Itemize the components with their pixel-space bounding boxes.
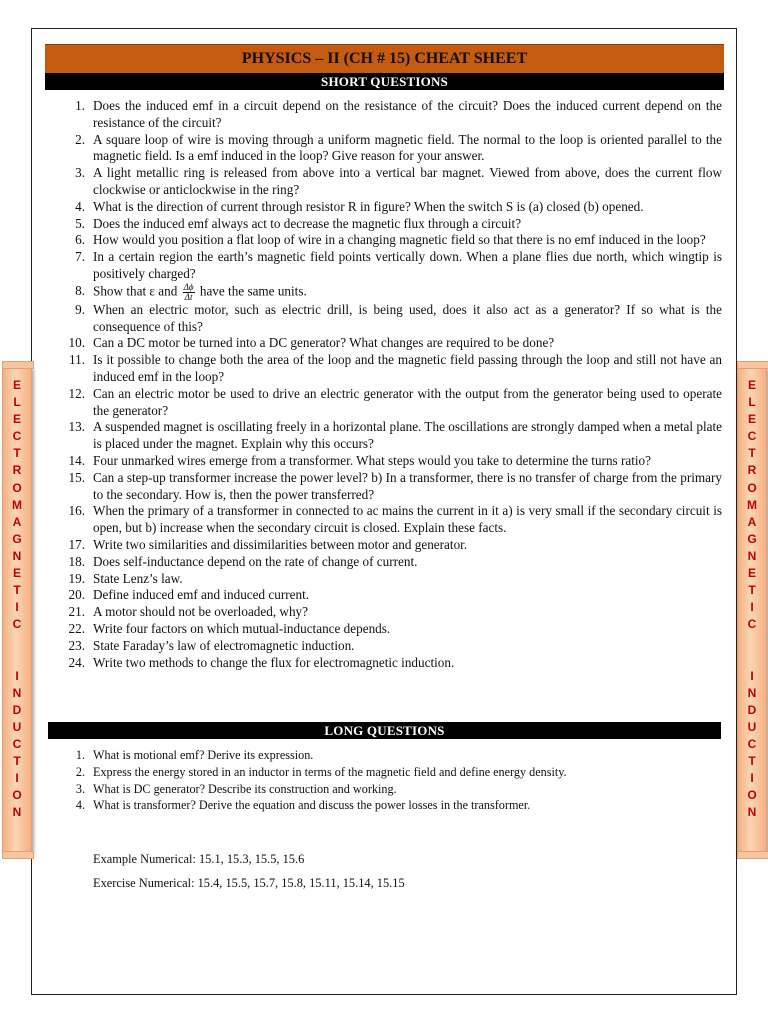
question-text: State Faraday’s law of electromagnetic induction. bbox=[93, 637, 355, 653]
question-number: 10. bbox=[68, 335, 85, 351]
side-banner-letter bbox=[750, 651, 753, 668]
question-text: Is it possible to change both the area of the loop and the magnetic field passing through the loop and still not have an induced emf in the loop? bbox=[93, 352, 722, 384]
question-number: 2. bbox=[75, 131, 85, 147]
short-question-item bbox=[60, 419, 722, 453]
exercise-numerical: Exercise Numerical: 15.4, 15.5, 15.7, 15.8, 15.11, 15.14, 15.15 bbox=[93, 876, 405, 890]
question-number: 17. bbox=[68, 536, 85, 552]
side-banner-letter: O bbox=[747, 480, 757, 495]
side-banner-letter: E bbox=[12, 566, 21, 581]
side-banner-letter: I bbox=[750, 668, 754, 683]
question-number: 14. bbox=[68, 452, 85, 468]
side-banner-letter: O bbox=[12, 480, 22, 495]
side-banner-letter: N bbox=[747, 548, 757, 563]
side-banner-letter: R bbox=[747, 463, 757, 478]
short-question-item bbox=[60, 216, 722, 233]
side-banner-letter: T bbox=[748, 754, 756, 769]
question-text: State Lenz’s law. bbox=[93, 570, 183, 586]
short-question-item bbox=[60, 537, 722, 554]
question-text: Write four factors on which mutual-inductance depends. bbox=[93, 620, 391, 636]
side-banner-right bbox=[737, 367, 767, 853]
example-numerical: Example Numerical: 15.1, 15.3, 15.5, 15.6 bbox=[93, 852, 305, 866]
side-banner-letter: E bbox=[12, 412, 21, 427]
question-text: Can a step-up transformer increase the power level? b) In a transformer, there is no transfer of charge from the primary to the secondary. How is, then the power transferred? bbox=[93, 469, 722, 502]
side-banner-letter: N bbox=[12, 685, 22, 700]
question-text: Four unmarked wires emerge from a transformer. What steps would you take to determine the turns ratio? bbox=[93, 452, 651, 468]
question-text: Can an electric motor be used to drive an electric generator with the output from the generator being used to operate the generator? bbox=[93, 385, 722, 418]
side-banner-letter: L bbox=[748, 395, 756, 410]
short-question-item bbox=[60, 386, 722, 420]
side-banner-letter: U bbox=[747, 719, 757, 734]
question-text: When the primary of a transformer in connected to ac mains the current in it a) is very small if the secondary circuit is open, but b) increase when the secondary circuit is closed. Explain these facts. bbox=[93, 503, 722, 536]
side-banner-letter: C bbox=[747, 429, 757, 444]
question-text: A light metallic ring is released from above into a vertical bar magnet. Viewed from above, does the current flow clockwise or anticlockwise in the ring? bbox=[93, 165, 722, 197]
side-banner-letter: O bbox=[747, 788, 757, 803]
question-number: 2. bbox=[75, 764, 85, 779]
side-banner-letter: E bbox=[747, 378, 756, 392]
question-number: 3. bbox=[75, 781, 85, 796]
question-text: Express the energy stored in an inductor in terms of the magnetic field and define energy density. bbox=[93, 764, 567, 779]
question-text: What is the direction of current through resistor R in figure? When the switch S is (a) closed (b) opened. bbox=[93, 198, 644, 214]
question-text: A square loop of wire is moving through a uniform magnetic field. The normal to the loop is oriented parallel to the magnetic field. Is a emf induced in the loop? Give reason for your answer. bbox=[93, 131, 722, 164]
short-question-item bbox=[60, 302, 722, 336]
short-question-item bbox=[60, 655, 722, 672]
question-number: 7. bbox=[75, 249, 85, 265]
side-banner-letter: N bbox=[12, 805, 22, 820]
question-text: Does the induced emf always act to decrease the magnetic flux through a circuit? bbox=[93, 215, 522, 231]
short-question-item bbox=[60, 587, 722, 604]
page-title: PHYSICS – II (CH # 15) CHEAT SHEET bbox=[45, 44, 724, 73]
question-number: 18. bbox=[68, 553, 85, 569]
question-text: Write two similarities and dissimilarities between motor and generator. bbox=[93, 536, 468, 552]
short-question-item bbox=[60, 249, 722, 283]
question-text: What is transformer? Derive the equation and discuss the power losses in the transformer. bbox=[93, 798, 531, 813]
side-banner-letter: U bbox=[12, 719, 22, 734]
question-number: 1. bbox=[75, 98, 85, 113]
side-banner-letter: M bbox=[12, 497, 22, 512]
short-questions-list bbox=[60, 98, 722, 671]
side-banner-letter: E bbox=[747, 566, 756, 581]
short-question-item bbox=[60, 621, 722, 638]
long-questions-heading: LONG QUESTIONS bbox=[48, 722, 721, 739]
question-number: 22. bbox=[68, 620, 85, 636]
short-question-item bbox=[60, 232, 722, 249]
question-number: 24. bbox=[68, 654, 85, 670]
short-question-item bbox=[60, 165, 722, 199]
side-banner-letter: E bbox=[12, 378, 21, 392]
question-text: What is motional emf? Derive its expression. bbox=[93, 748, 314, 762]
question-text: A motor should not be overloaded, why? bbox=[93, 604, 308, 620]
short-question-item bbox=[60, 554, 722, 571]
side-banner-letter bbox=[750, 633, 753, 650]
side-banner-letter: T bbox=[13, 446, 21, 461]
question-number: 5. bbox=[75, 215, 85, 231]
side-banner-letter: M bbox=[747, 497, 757, 512]
question-text-before: Show that ε and bbox=[93, 283, 178, 299]
side-banner-letter: T bbox=[748, 446, 756, 461]
short-question-item bbox=[60, 453, 722, 470]
side-banner-letter: D bbox=[747, 702, 757, 717]
short-question-item bbox=[60, 571, 722, 588]
side-banner-letter: D bbox=[12, 702, 22, 717]
question-text: How would you position a flat loop of wire in a changing magnetic field so that there is no emf induced in the loop? bbox=[93, 232, 706, 248]
question-text: A suspended magnet is oscillating freely in a horizontal plane. The oscillations are strongly damped when a metal plate is placed under the magnet. Explain why this occurs? bbox=[93, 419, 722, 452]
question-text: Define induced emf and induced current. bbox=[93, 587, 310, 603]
side-banner-letter: I bbox=[750, 771, 754, 786]
short-question-item bbox=[60, 98, 722, 132]
short-question-item bbox=[60, 199, 722, 216]
side-banner-letter: C bbox=[747, 617, 757, 632]
fraction-numerator: Δϕ bbox=[183, 281, 194, 292]
long-questions-list bbox=[60, 747, 650, 814]
side-banner-letter: A bbox=[12, 514, 22, 529]
question-number: 11. bbox=[69, 352, 85, 368]
short-question-item bbox=[60, 503, 722, 537]
short-question-item bbox=[60, 283, 722, 302]
question-number: 4. bbox=[75, 798, 85, 813]
short-questions-heading: SHORT QUESTIONS bbox=[45, 73, 724, 90]
side-banner-letter: G bbox=[12, 531, 22, 546]
question-number: 6. bbox=[75, 232, 85, 248]
long-question-item bbox=[60, 797, 650, 814]
side-banner-letter: I bbox=[750, 600, 754, 615]
short-question-item bbox=[60, 638, 722, 655]
question-number: 3. bbox=[75, 165, 85, 181]
question-number: 13. bbox=[68, 419, 85, 435]
side-banner-letter: N bbox=[747, 685, 757, 700]
question-text: What is DC generator? Describe its construction and working. bbox=[93, 781, 397, 796]
question-text: Does self-inductance depend on the rate of change of current. bbox=[93, 553, 418, 569]
side-banner-letter: C bbox=[12, 429, 22, 444]
question-number: 12. bbox=[68, 385, 85, 401]
side-banner-letter: I bbox=[15, 771, 19, 786]
question-text: Does the induced emf in a circuit depend on the resistance of the circuit? Does the induced current depend on the resistance of the circuit? bbox=[93, 98, 722, 130]
long-question-item bbox=[60, 781, 650, 798]
side-banner-letter: C bbox=[12, 617, 22, 632]
long-question-item bbox=[60, 764, 650, 781]
side-banner-letter: N bbox=[12, 548, 22, 563]
side-banner-left bbox=[2, 367, 32, 853]
short-question-item bbox=[60, 132, 722, 166]
question-number: 23. bbox=[68, 637, 85, 653]
short-question-item bbox=[60, 604, 722, 621]
short-question-item bbox=[60, 352, 722, 386]
side-banner-letter: T bbox=[13, 583, 21, 598]
question-text: When an electric motor, such as electric drill, is being used, does it also act as a generator? If so what is the consequence of this? bbox=[93, 301, 722, 334]
question-number: 4. bbox=[75, 198, 85, 214]
question-text: Write two methods to change the flux for electromagnetic induction. bbox=[93, 654, 455, 670]
side-banner-letter bbox=[15, 633, 18, 650]
question-number: 1. bbox=[75, 748, 85, 762]
question-text-after: have the same units. bbox=[199, 283, 307, 299]
question-text bbox=[93, 283, 722, 302]
side-banner-letter: I bbox=[15, 668, 19, 683]
side-banner-letter: G bbox=[747, 531, 757, 546]
side-banner-letter: C bbox=[12, 736, 22, 751]
side-banner-letter: A bbox=[747, 514, 757, 529]
question-number: 21. bbox=[68, 604, 85, 620]
question-text: Can a DC motor be turned into a DC generator? What changes are required to be done? bbox=[93, 335, 555, 351]
short-question-item bbox=[60, 470, 722, 504]
side-banner-letter: C bbox=[747, 736, 757, 751]
question-number: 8. bbox=[75, 282, 85, 298]
side-banner-letter: I bbox=[15, 600, 19, 615]
side-banner-letter: O bbox=[12, 788, 22, 803]
side-banner-letter: T bbox=[13, 754, 21, 769]
side-banner-letter: E bbox=[747, 412, 756, 427]
side-banner-letter: N bbox=[747, 805, 757, 820]
side-banner-letter: R bbox=[12, 463, 22, 478]
side-banner-letter: T bbox=[748, 583, 756, 598]
side-banner-letter bbox=[15, 651, 18, 668]
side-banner-letter: L bbox=[13, 395, 21, 410]
short-question-item bbox=[60, 335, 722, 352]
question-number: 20. bbox=[68, 587, 85, 603]
question-number: 9. bbox=[75, 301, 85, 317]
long-question-item bbox=[60, 747, 650, 764]
fraction-denominator: Δt bbox=[184, 291, 193, 302]
question-text: In a certain region the earth’s magnetic field points vertically down. When a plane flies due north, which wingtip is positively charged? bbox=[93, 249, 722, 281]
question-number: 19. bbox=[68, 570, 85, 586]
fraction bbox=[183, 283, 195, 302]
question-number: 15. bbox=[68, 469, 85, 485]
question-number: 16. bbox=[68, 503, 85, 519]
